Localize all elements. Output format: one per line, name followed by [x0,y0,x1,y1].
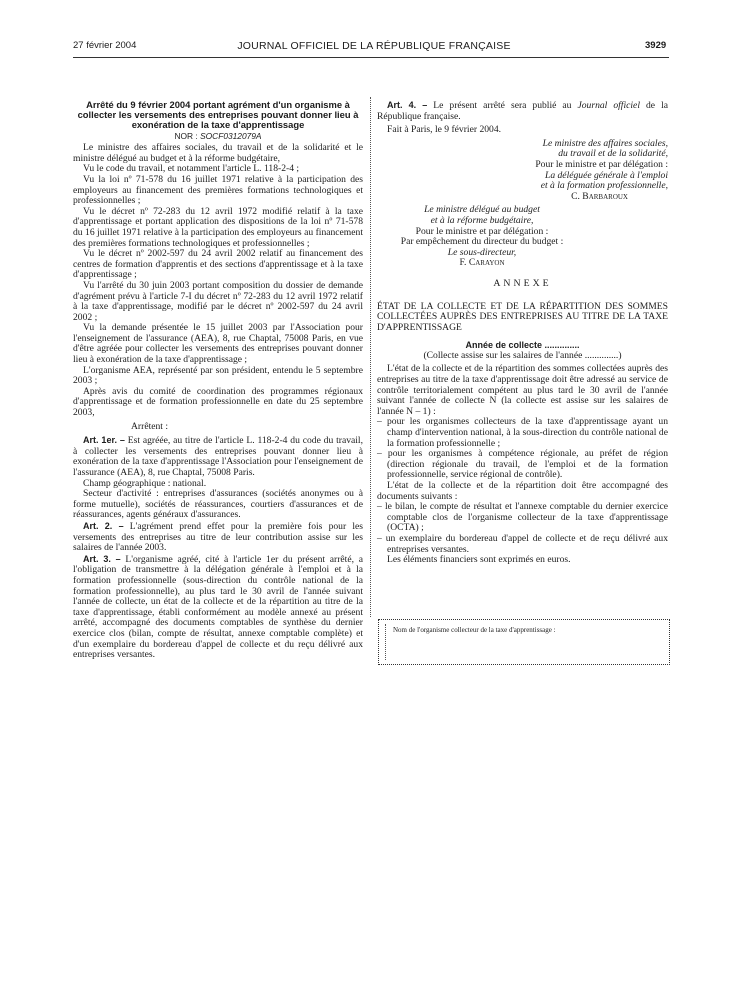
signature-block-affaires-sociales [377,139,668,203]
column-divider [370,97,371,617]
article-3 [73,554,363,661]
fait-a-paris: Fait à Paris, le 9 février 2004. [387,124,502,136]
paragraph-vu-arrete: Vu l'arrêté du 30 juin 2003 portant composition du dossier de demande d'agrément prévu à l'article 7-I du décret nº 72-283 du 12 avril 1972 relatif à la taxe d'apprentissage, modifié par le décret nº 2002-597 du 24 avril 2002 ; [73,279,363,323]
list-item-bilan: – le bilan, le compte de résultat et l'annexe comptable du dernier exercice comptable clos de l'organisme collecteur de la taxe d'apprentissage (OCTA) ; [377,501,668,534]
sig1-line4: La déléguée générale à l'emploi [544,169,668,181]
paragraph-vu-decret-1972: Vu le décret nº 72-283 du 12 avril 1972 modifié relatif à la taxe d'apprentissage et portant application des dispositions de la loi nº 71-578 du 16 juillet 1971 relative à la participation des employeurs au financement des premières formations technologiques et professionnelles ; [73,205,363,249]
nor-reference [73,131,363,142]
organisme-box-label: Nom de l'organisme collecteur de la taxe d'apprentissage : [393,626,556,634]
sig2-line5: Le sous-directeur, [447,246,517,258]
signature-block-budget [377,205,587,269]
header-rule [73,57,669,58]
sig2-name: F. Carayon [459,257,505,269]
list-item-national: – pour les organismes collecteurs de la taxe d'apprentissage ayant un champ d'intervention national, à la sous-direction du contrôle national de la formation professionnelle ; [377,416,668,449]
secteur-activite: Secteur d'activité : entreprises d'assurances (sociétés anonymes ou à forme mutuelle), sociétés de réassurances, courtiers d'assurances et de réassurances, agents généraux d'assurances. [73,488,363,521]
sig2-line3: Pour le ministre et par délégation : [415,225,549,237]
champ-geographique: Champ géographique : national. [83,477,207,489]
sig1-name: C. Barbaroux [571,190,628,202]
journal-officiel-italic: Journal officiel [577,100,640,111]
article-2-text: L'agrément prend effet pour la première fois pour les versements des entreprises au titre de leur contribution assise sur les salaires de l'année 2003. [73,520,363,554]
page-number: 3929 [645,40,667,51]
article-3-label: Art. 3. – [83,553,121,564]
article-4-text-b: de la République française. [377,100,668,122]
right-column [377,100,668,566]
list-item-regional: – pour les organismes à compétence régionale, au préfet de région (direction régionale du travail, de l'emploi et de la formation professionnelle, service régional de contrôle). [377,448,668,481]
etat-paragraph-3: Les éléments financiers sont exprimés en euros. [387,554,571,566]
sig1-line3: Pour le ministre et par délégation : [535,158,668,170]
nor-prefix: NOR : [174,130,201,141]
sig1-line2: du travail et de la solidarité, [558,148,668,160]
paragraph-vu-code: Vu le code du travail, et notamment l'article L. 118-2-4 ; [83,163,300,175]
etat-paragraph-2: L'état de la collecte et de la répartition doit être accompagné des documents suivants : [377,480,668,502]
sig2-line2: et à la réforme budgétaire, [430,214,534,226]
article-4-text-a: Le présent arrêté sera publié au [433,100,578,111]
paragraph-vu-loi: Vu la loi nº 71-578 du 16 juillet 1971 relative à la participation des employeurs au financement des premières formations technologiques et professionnelles ; [73,173,363,207]
article-1-text: Est agréée, au titre de l'article L. 118-2-4 du code du travail, à collecter les versements des entreprises pouvant donner lieu à exonération de la taxe d'apprentissage l'Association pour l'enseignement de l'assurance (AEA), 8, rue Chaptal, 75008 Paris. [73,435,363,479]
organisme-name-box [378,619,670,665]
article-4 [377,100,668,122]
paragraph-organisme: L'organisme AEA, représenté par son président, entendu le 5 septembre 2003 ; [73,364,363,387]
annee-de-collecte: Année de collecte .............. [465,340,580,351]
article-3-text: L'organisme agréé, cité à l'article 1er du présent arrêté, a l'obligation de transmettre à la délégation générale à l'emploi et à la formation professionnelle (sous-direction du contrôle national de la formation professionnelle), au plus tard le 30 avril de l'année suivant l'année de collecte, un état de la collecte et de la répartition au titre de la taxe d'apprentissage, établi conformément au modèle annexé au présent arrêté, accompagné des documents comptables de synthèse du dernier exercice clos (bilan, compte de résultat, annexe comptable complète) et d'un exemplaire du bordereau d'appel de collecte et du reçu délivré aux entreprises versantes. [73,553,363,661]
annexe-heading: ANNEXE [493,277,552,289]
article-4-label: Art. 4. – [387,100,428,110]
journal-title: JOURNAL OFFICIEL DE LA RÉPUBLIQUE FRANÇAISE [237,40,511,52]
arretent-heading: Arrêtent : [131,420,169,432]
sig2-line4: Par empêchement du directeur du budget : [400,236,564,248]
etat-paragraph-1: L'état de la collecte et de la répartition des sommes collectées auprès des entreprises au titre de la taxe d'apprentissage doit être adressé au service de contrôle territorialement compétent au plus tard le 30 avril de l'année suivant l'année de collecte N (la collecte est assise sur les salaires de l'année N – 1) : [377,363,668,417]
etat-title: ÉTAT DE LA COLLECTE ET DE LA RÉPARTITION DES SOMMES COLLECTÉES AUPRÈS DES ENTREPRISES AU TITRE DE LA TAXE D'APPRENTISSAGE [377,300,668,333]
article-2-label: Art. 2. – [83,520,124,531]
collecte-assise: (Collecte assise sur les salaires de l'année ..............) [423,349,622,361]
decree-title: Arrêté du 9 février 2004 portant agrément d'un organisme à collecter les versements des entreprises pouvant donner lieu à exonération de la taxe d'apprentissage [77,99,359,131]
paragraph-vu-demande: Vu la demande présentée le 15 juillet 2003 par l'Association pour l'enseignement de l'assurance (AEA), 8, rue Chaptal, 75008 Paris, en vue d'être agréée pour collecter les versements des entreprises pouvant donner lieu à exonération de la taxe d'apprentissage ; [73,322,363,366]
nor-code: SOCF0312079A [200,130,262,141]
sig1-line1: Le ministre des affaires sociales, [542,137,668,149]
left-column [73,100,363,661]
sig2-line1: Le ministre délégué au budget [424,204,540,216]
article-2 [73,521,363,554]
paragraph-vu-decret-2002: Vu le décret nº 2002-597 du 24 avril 2002 relatif au financement des centres de formation d'apprentis et des sections d'apprentissage et à la taxe d'apprentissage ; [73,248,363,281]
paragraph-avis: Après avis du comité de coordination des programmes régionaux d'apprentissage et de formation professionnelle en date du 25 septembre 2003, [73,385,363,419]
article-1 [73,435,363,478]
paragraph-ministers: Le ministre des affaires sociales, du travail et de la solidarité et le ministre délégué au budget et à la réforme budgétaire, [73,142,363,164]
list-item-bordereau: – un exemplaire du bordereau d'appel de collecte et de reçu délivré aux entreprises versantes. [377,532,668,555]
article-1-label: Art. 1er. – [83,435,125,446]
header-date: 27 février 2004 [73,40,137,51]
sig1-line5: et à la formation professionnelle, [540,180,668,192]
